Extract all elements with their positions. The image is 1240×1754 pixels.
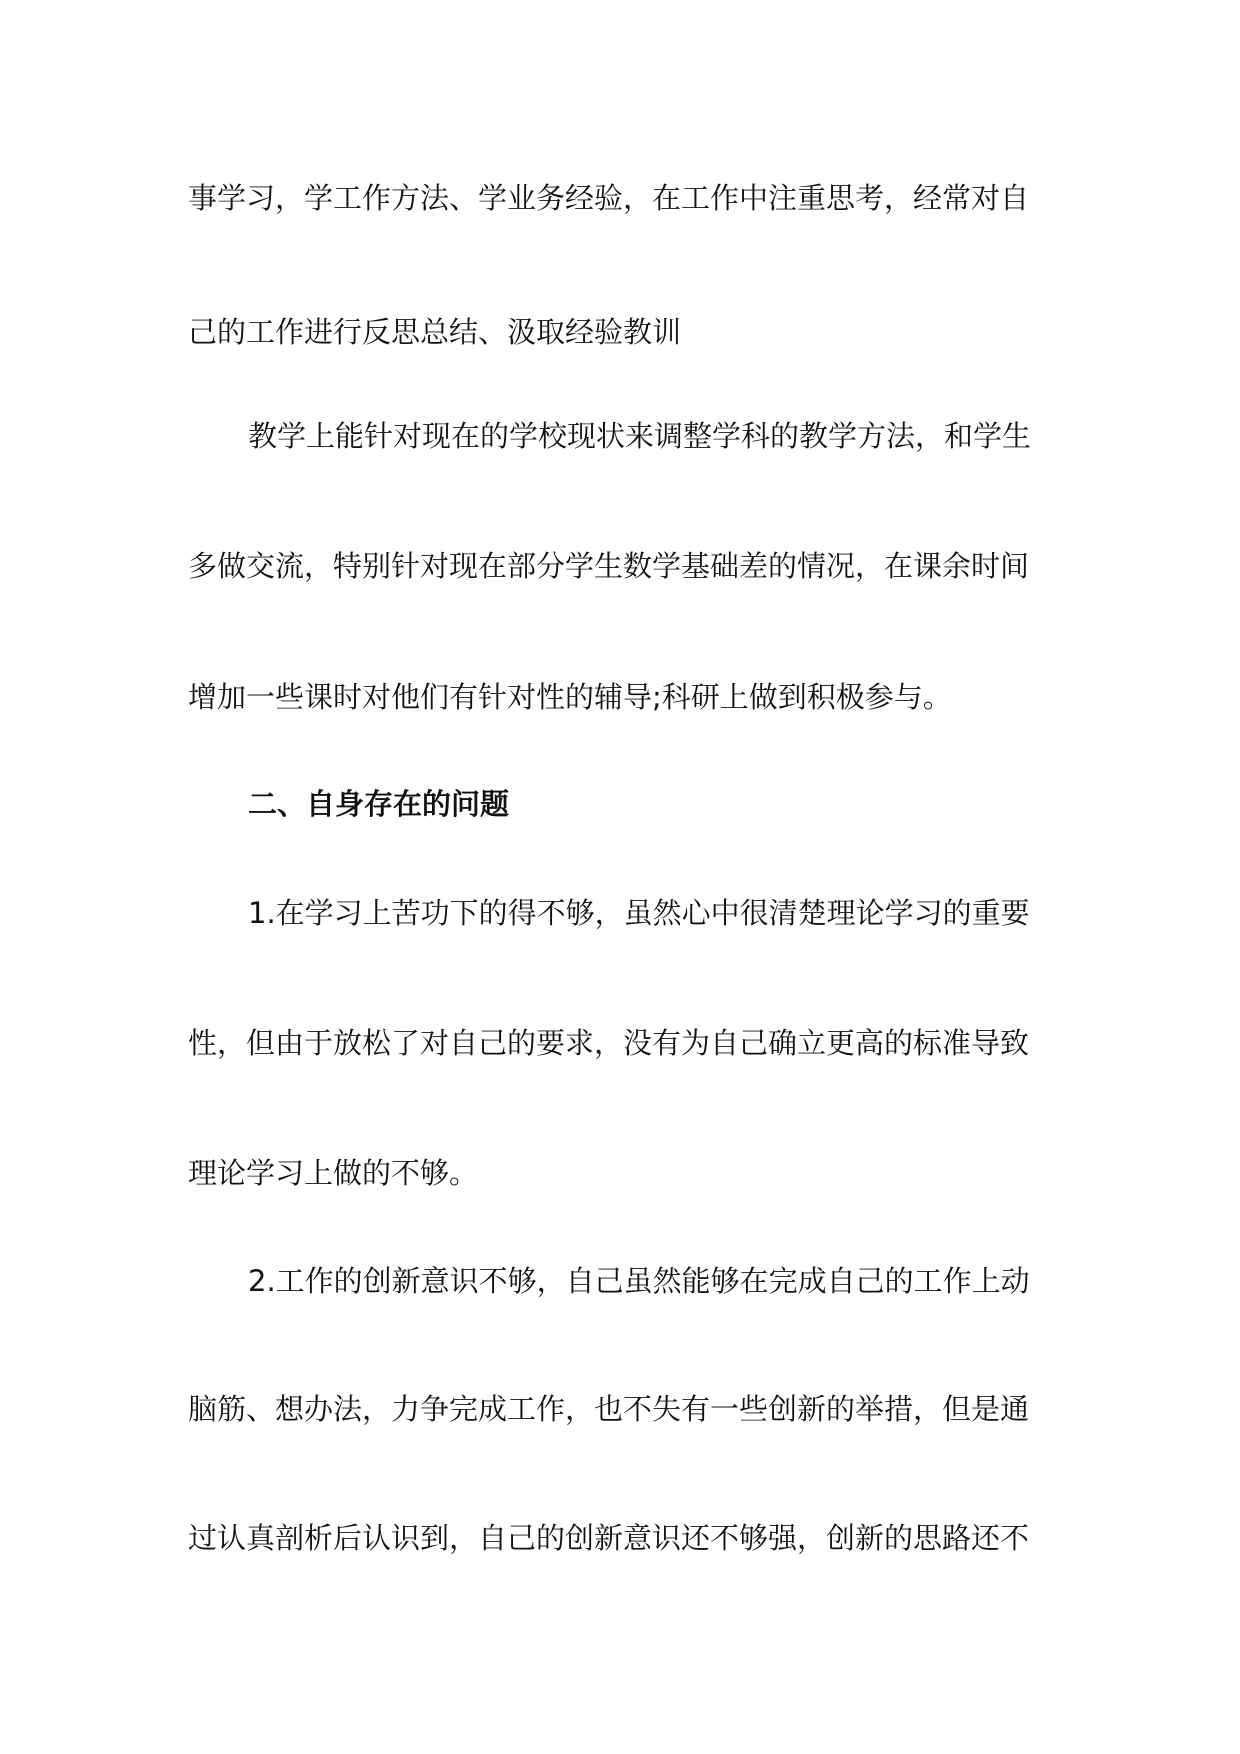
paragraph-line: 2.工作的创新意识不够，自己虽然能够在完成自己的工作上动 bbox=[248, 1264, 1030, 1298]
paragraph-line: 多做交流，特别针对现在部分学生数学基础差的情况，在课余时间 bbox=[188, 549, 1030, 583]
paragraph-line: 脑筋、想办法，力争完成工作，也不失有一些创新的举措，但是通 bbox=[188, 1392, 1030, 1426]
paragraph-line: 过认真剖析后认识到，自己的创新意识还不够强，创新的思路还不 bbox=[188, 1521, 1030, 1555]
paragraph-line: 理论学习上做的不够。 bbox=[188, 1156, 479, 1190]
section-heading: 二、自身存在的问题 bbox=[248, 787, 510, 821]
paragraph-line: 教学上能针对现在的学校现状来调整学科的教学方法，和学生 bbox=[248, 419, 1032, 453]
paragraph-line: 己的工作进行反思总结、汲取经验教训 bbox=[188, 315, 682, 349]
paragraph-line: 性，但由于放松了对自己的要求，没有为自己确立更高的标准导致 bbox=[188, 1026, 1030, 1060]
paragraph-line: 1.在学习上苦功下的得不够，虽然心中很清楚理论学习的重要 bbox=[248, 896, 1030, 930]
paragraph-line: 事学习，学工作方法、学业务经验，在工作中注重思考，经常对自 bbox=[188, 181, 1030, 215]
paragraph-line: 增加一些课时对他们有针对性的辅导;科研上做到积极参与。 bbox=[188, 680, 952, 714]
